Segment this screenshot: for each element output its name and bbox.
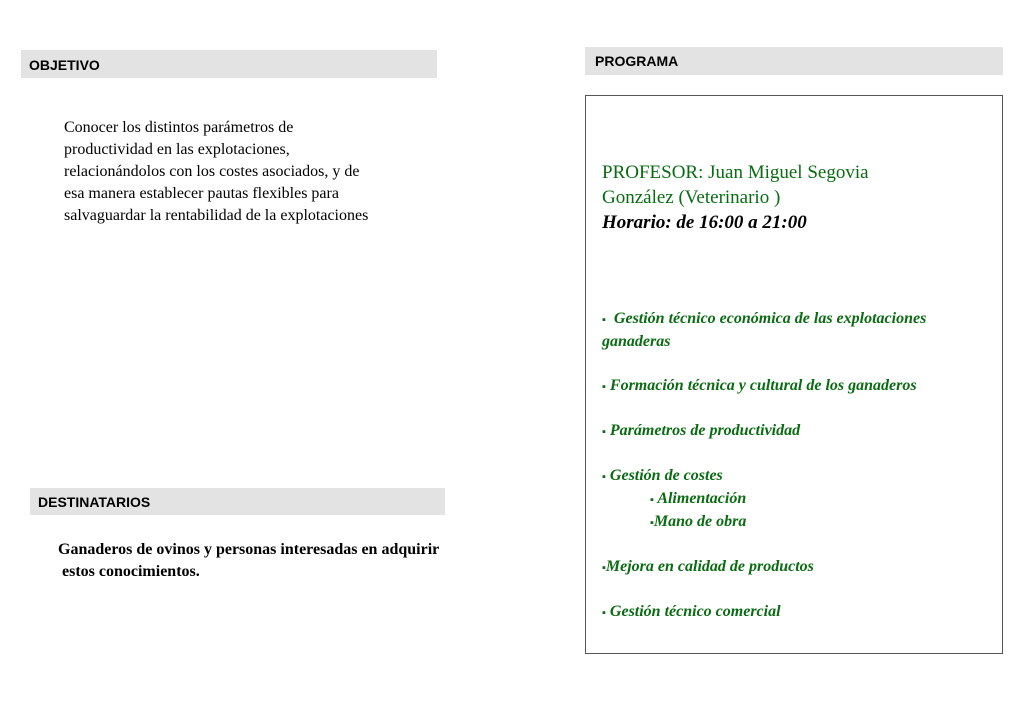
objetivo-line: productividad en las explotaciones, [64, 141, 290, 158]
programa-box [585, 95, 1003, 654]
bullet-icon: ▪ [650, 517, 654, 529]
list-item [602, 601, 997, 624]
topic-text: Parámetros de productividad [609, 422, 801, 439]
topic-text: Gestión técnico comercial [609, 603, 781, 620]
topic-text: Gestión técnico económica de las explotaciones [613, 310, 927, 327]
list-item [602, 375, 997, 398]
objetivo-line: esa manera establecer pautas flexibles para [64, 185, 339, 202]
programa-header-label: PROGRAMA [595, 53, 679, 69]
objetivo-line: salvaguardar la rentabilidad de la explotaciones [64, 207, 369, 224]
profesor-line: PROFESOR: Juan Miguel Segovia [602, 162, 869, 183]
topic-text: Mano de obra [653, 513, 747, 530]
list-item [602, 488, 997, 511]
objetivo-line: Conocer los distintos parámetros de [64, 119, 294, 136]
topic-text: Gestión de costes [609, 467, 723, 484]
destinatarios-header [30, 488, 445, 515]
destinatarios-header-label: DESTINATARIOS [38, 494, 151, 510]
list-item [602, 511, 997, 534]
bullet-icon: ▪ [650, 494, 654, 506]
profesor-block [602, 160, 992, 235]
bullet-icon: ▪ [602, 314, 606, 326]
list-item [602, 556, 997, 579]
objetivo-text [64, 117, 424, 227]
destinatarios-line: estos conocimientos. [58, 563, 200, 580]
topic-text: Alimentación [657, 490, 747, 507]
bullet-icon: ▪ [602, 426, 606, 438]
list-item [602, 465, 997, 488]
programa-header [585, 47, 1003, 75]
objetivo-header [21, 50, 437, 78]
objetivo-header-label: OBJETIVO [29, 57, 100, 73]
topic-text: Formación técnica y cultural de los ganaderos [609, 377, 917, 394]
destinatarios-text [58, 539, 508, 583]
bullet-icon: ▪ [602, 471, 606, 483]
horario: Horario: de 16:00 a 21:00 [602, 212, 807, 233]
list-item [602, 420, 997, 443]
bullet-icon: ▪ [602, 381, 606, 393]
topic-text: ganaderas [602, 333, 671, 350]
program-topics [602, 308, 997, 624]
objetivo-line: relacionándolos con los costes asociados, y de [64, 163, 360, 180]
profesor-line: González (Veterinario ) [602, 187, 781, 208]
list-item [602, 308, 997, 353]
destinatarios-line: Ganaderos de ovinos y personas interesadas en adquirir [58, 541, 440, 558]
topic-text: Mejora en calidad de productos [605, 558, 814, 575]
bullet-icon: ▪ [602, 562, 606, 574]
bullet-icon: ▪ [602, 607, 606, 619]
